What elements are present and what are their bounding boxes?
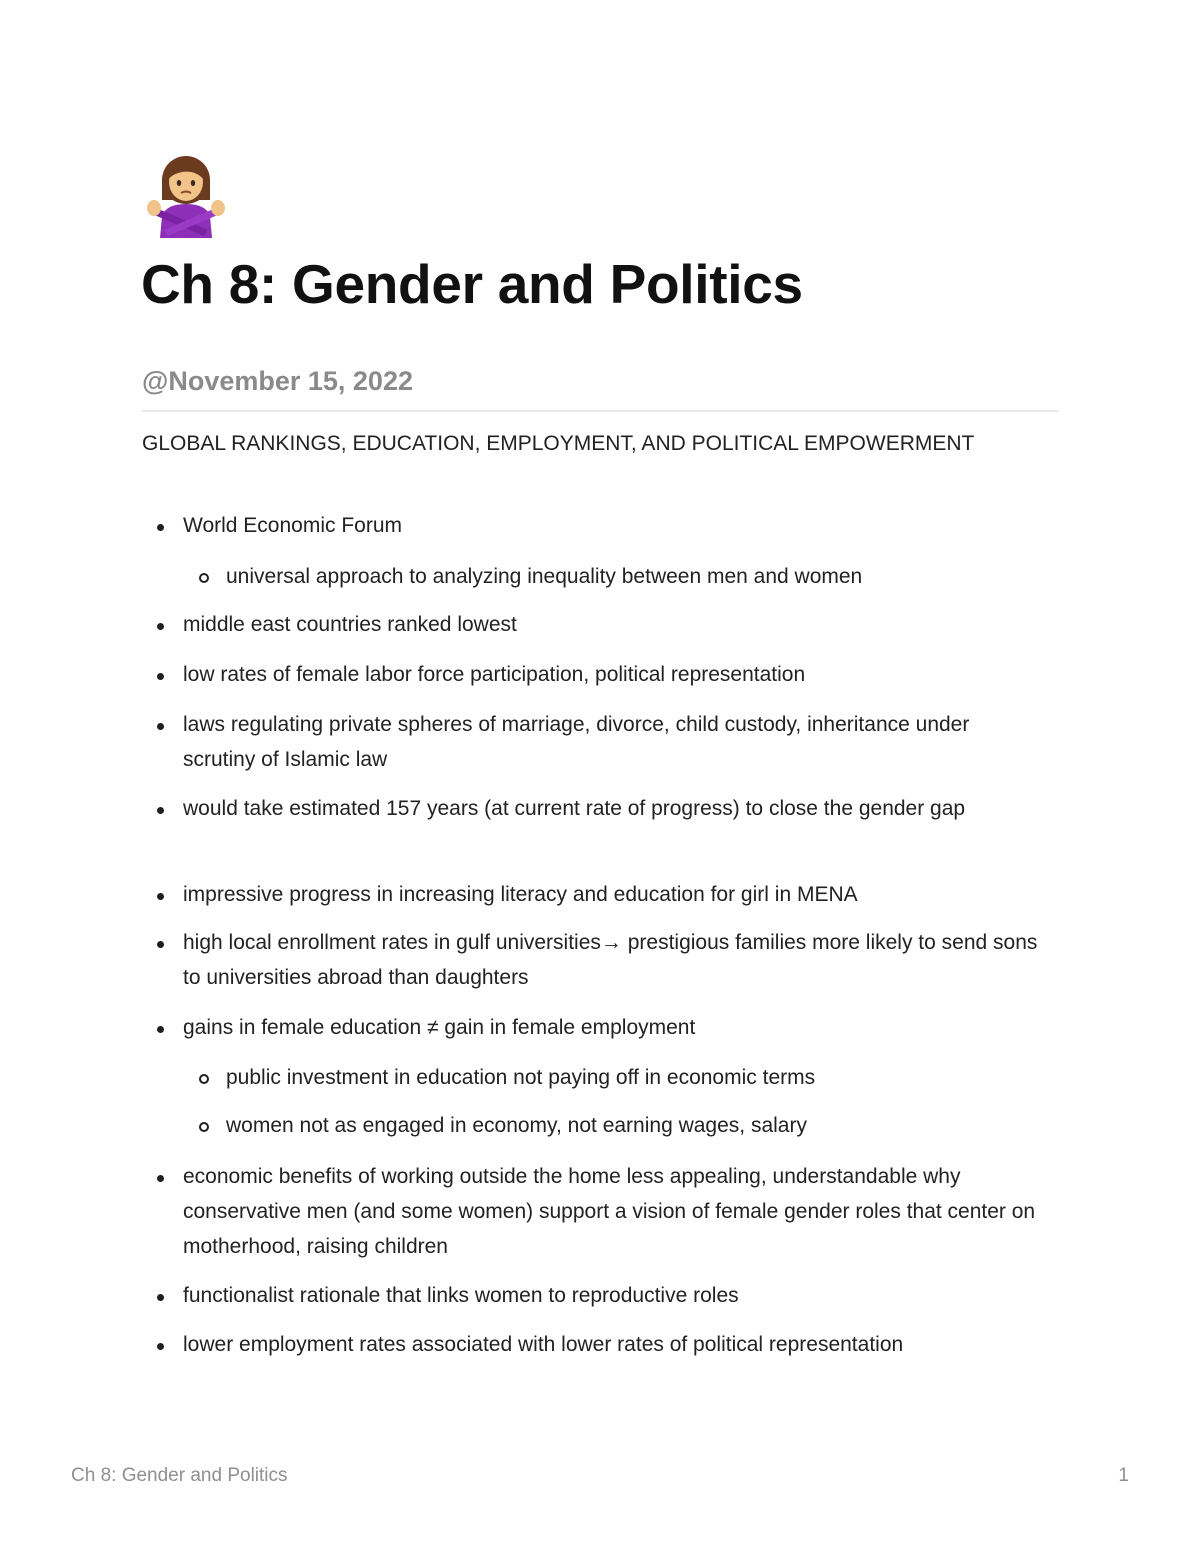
footer-page-number: 1: [1118, 1465, 1129, 1486]
bullet-icon: [157, 893, 164, 900]
bullet-icon: [157, 1294, 164, 1301]
list-item: gains in female education ≠ gain in female employment: [183, 1016, 696, 1039]
bullet-icon: [157, 673, 164, 680]
list-item: middle east countries ranked lowest: [183, 613, 517, 636]
hollow-bullet-icon: [199, 1074, 209, 1084]
bullet-icon: [157, 1175, 164, 1182]
list-item: would take estimated 157 years (at current rate of progress) to close the gender gap: [183, 797, 966, 820]
hollow-bullet-icon: [199, 573, 209, 583]
bullet-icon: [157, 1343, 164, 1350]
bullet-icon: [157, 723, 164, 730]
hollow-bullet-icon: [199, 1122, 209, 1132]
page-title: Ch 8: Gender and Politics: [141, 253, 803, 315]
footer-title: Ch 8: Gender and Politics: [71, 1465, 288, 1486]
section-heading: GLOBAL RANKINGS, EDUCATION, EMPLOYMENT, AND POLITICAL EMPOWERMENT: [142, 432, 975, 455]
list-item: women not as engaged in economy, not earning wages, salary: [226, 1114, 807, 1137]
list-item: laws regulating private spheres of marriage, divorce, child custody, inheritance under scrutiny of Islamic law: [183, 713, 970, 771]
list-item: high local enrollment rates in gulf universities→ prestigious families more likely to send sons to universities abroad than daughters: [183, 931, 1038, 989]
bullet-icon: [157, 807, 164, 814]
list-item: World Economic Forum: [183, 514, 403, 537]
list-item: economic benefits of working outside the home less appealing, understandable why conservative men (and some women) support a vision of female gender roles that center on motherhood, raising children: [183, 1165, 1036, 1258]
list-item: public investment in education not paying off in economic terms: [226, 1066, 816, 1089]
bullet-icon: [157, 941, 164, 948]
list-item: impressive progress in increasing literacy and education for girl in MENA: [183, 883, 858, 906]
list-item: universal approach to analyzing inequality between men and women: [226, 565, 863, 588]
bullet-icon: [157, 623, 164, 630]
bullet-icon: [157, 524, 164, 531]
woman-gesturing-no-icon: [142, 150, 230, 238]
divider: [142, 410, 1059, 412]
date-mention[interactable]: @November 15, 2022: [142, 366, 413, 396]
list-item: low rates of female labor force participation, political representation: [183, 663, 806, 686]
list-item: lower employment rates associated with lower rates of political representation: [183, 1333, 904, 1356]
list-item: functionalist rationale that links women to reproductive roles: [183, 1284, 739, 1307]
bullet-icon: [157, 1026, 164, 1033]
